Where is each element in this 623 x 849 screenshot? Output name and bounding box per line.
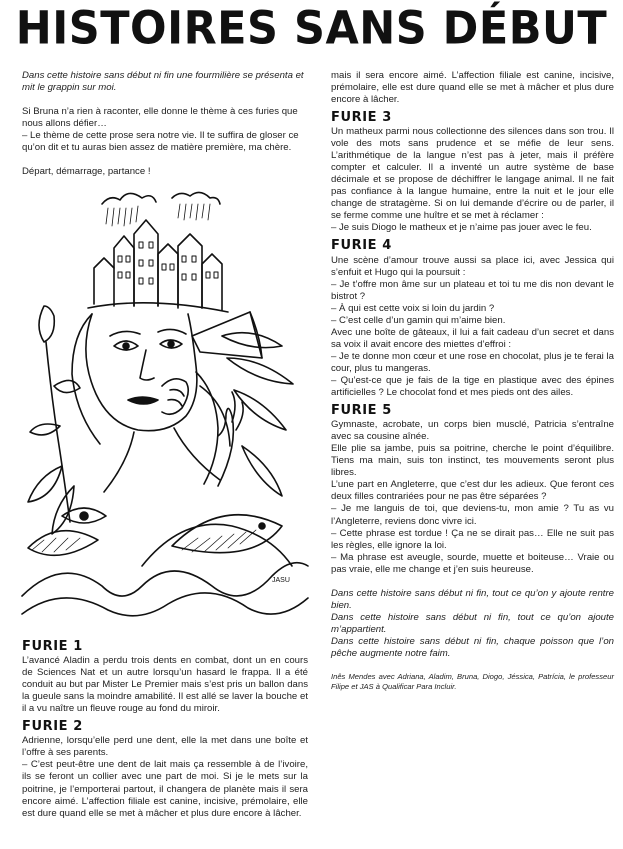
intro-paragraph-2: – Le thème de cette prose sera notre vie. Il te suffira de gloser ce qu’on dit et tu auras bien assez de matière première, ma chère. [22, 130, 299, 154]
furie-4-line-3: – C’est celle d’un gamin qui m’aime bien. [331, 314, 506, 326]
furie-5-line-2: L’une part en Angleterre, que c’est dur les adieux. Que feront ces deux filles contrariées pour ne pas être séparées ? [331, 479, 614, 503]
furie-5-line-4: – Cette phrase est tordue ! Ça ne se dirait pas… Elle ne suit pas les règles, elle ignore la loi. [331, 527, 614, 551]
credits: Inês Mendes avec Adriana, Aladim, Bruna, Diogo, Jéssica, Patrícia, le professeur Filipe et JAS à Qualificar Para Incluir. [331, 672, 614, 692]
furie-5-line-0: Gymnaste, acrobate, un corps bien musclé, Patricia s’entraîne avec sa cousine aînée. [331, 419, 614, 443]
right-column [331, 70, 614, 692]
furie-4-line-0: Une scène d’amour trouve aussi sa place ici, avec Jessica qui s’enfuit et Hugo qui la poursuit : [331, 254, 614, 278]
furie-4-line-2: – À qui est cette voix si loin du jardin ? [331, 302, 495, 314]
furie-4-line-6: – Qu’est-ce que je fais de la tige en plastique avec des épines artificielles ? Le chocolat fond et mes pieds ont des ailes. [331, 374, 614, 399]
furie-4-line-5: – Je te donne mon cœur et une rose en chocolat, plus je te ferai la cour, plus tu mangeras. [331, 350, 614, 374]
outro-line-2: Dans cette histoire sans début ni fin, chaque poisson que l’on pêche augmente notre faim. [331, 635, 614, 659]
furie-1-section [22, 639, 308, 819]
furie-5-line-5: – Ma phrase est aveugle, sourde, muette et boiteuse… Vraie ou pas vraie, elle me change et j’en suis heureuse. [331, 551, 614, 575]
intro-paragraph-3: Départ, démarrage, partance ! [22, 166, 151, 178]
ink-illustration [22, 186, 308, 622]
outro-line-0: Dans cette histoire sans début ni fin, tout ce qu’on y ajoute rentre bien. [331, 587, 614, 611]
page-title: HISTOIRES SANS DÉBUT [15, 2, 608, 56]
furie-2-text-2: – C’est peut-être une dent de lait mais ça ressemble à de l’ivoire, ils se feront un collier avec une part de moi. Si je le mets sur la poitrine, je l’emporterai partout, il changera de planète mais il sera encore aimé. L’affection filiale est canine, incisive, prémolaire, elle est dure quand elle se met à mâcher et plus dure encore à lâcher. [22, 759, 308, 819]
furie-2-continued-text: mais il sera encore aimé. L’affection filiale est canine, incisive, prémolaire, elle est dure quand elle se met à mâcher et plus dure encore à lâcher. [331, 70, 614, 106]
furie-4-line-1: – Je t’offre mon âme sur un plateau et toi tu me dis non devant le bistrot ? [331, 278, 614, 302]
outro-line-1: Dans cette histoire sans début ni fin, tout ce qu’on ajoute m’appartient. [331, 611, 614, 635]
furie-2-heading: FURIE 2 [22, 719, 83, 735]
intro-italic: Dans cette histoire sans début ni fin une fourmilière se présenta et mit le grappin sur moi. [22, 70, 304, 94]
furie-3-text: Un matheux parmi nous collectionne des silences dans son trou. Il vole des mots sans prudence et se méfie de leur sens. L’arithmétique de la langue n’est pas à jeter, mais il préfère compter et calculer. Il a inventé un autre système de base décimale et se propose de déchiffrer le langage animal. Il ne fait pas confiance à la langue humaine, entre la nuit et le jour elle change de stratagème. Si on lui demande d’écrire ou de parler, il se ferme comme une huître et se met à réclamer : [331, 126, 614, 222]
furie-5-heading: FURIE 5 [331, 403, 392, 419]
furie-5-line-1: Elle plie sa jambe, puis sa poitrine, cherche le point d’équilibre. Tiens ma main, suis ton instinct, tes mouvements seront plus libres. [331, 443, 614, 479]
furie-1-heading: FURIE 1 [22, 639, 83, 654]
furie-2-text-1: Adrienne, lorsqu’elle perd une dent, elle la met dans une boîte et l’offre à ses parents. [22, 735, 308, 759]
furie-5-line-3: – Je me languis de toi, que deviens-tu, mon amie ? Tu as vu l’Angleterre, reviens donc vivre ici. [331, 503, 614, 527]
furie-3-quote: – Je suis Diogo le matheux et je n’aime pas jouer avec le feu. [331, 222, 592, 234]
illustration-signature: JASU [272, 577, 290, 584]
intro-block [22, 70, 308, 178]
furie-3-heading: FURIE 3 [331, 110, 392, 125]
furie-2-continued [331, 70, 614, 106]
intro-paragraph-1: Si Bruna n’a rien à raconter, elle donne le thème à ces furies que nous allons défier… [22, 106, 298, 130]
furie-4-line-4: Avec une boîte de gâteaux, il lui a fait cadeau d’un secret et dans sa voix il avait encore des miettes d’effroi : [331, 326, 614, 350]
furie-4-heading: FURIE 4 [331, 238, 392, 254]
furie-1-text: L’avancé Aladin a perdu trois dents en combat, dont un en cours de Sciences Nat et un autre lorsqu’un hasard le frappa. Il a été conduit au but par Mister Le Premier mais s’est pris un ballon dans la gueule sans la moindre amabilité. Il est allé se laver la bouche et il a vu naître un fleuve rouge au fond du miroir. [22, 655, 308, 715]
